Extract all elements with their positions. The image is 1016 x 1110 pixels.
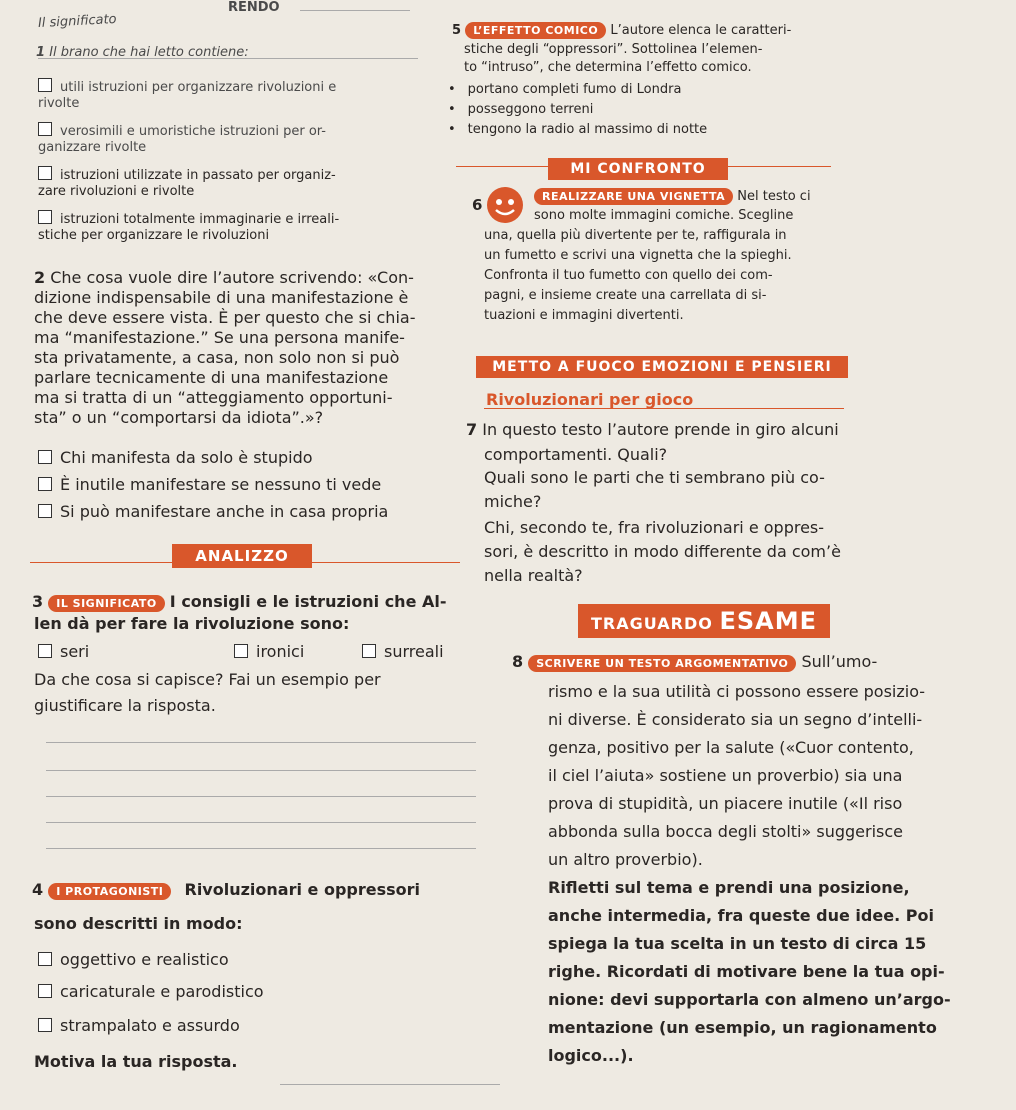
q7-line: nella realtà? (484, 566, 583, 585)
q8-line: abbonda sulla bocca degli stolti» suggerisce (548, 822, 903, 841)
option-text: seri (60, 642, 90, 661)
q2-line: ma “manifestazione.” Se una persona manife- (34, 328, 405, 347)
q8-line: prova di stupidità, un piacere inutile («Il riso (548, 794, 903, 813)
q1-option-2[interactable] (38, 122, 326, 156)
checkbox[interactable] (234, 644, 248, 658)
option-text: istruzioni utilizzate in passato per organiz- (60, 168, 336, 183)
checkbox[interactable] (38, 78, 52, 92)
q2-number: 2 (34, 268, 46, 287)
q7-question (466, 420, 839, 440)
checkbox[interactable] (38, 504, 52, 518)
answer-line[interactable] (46, 796, 476, 797)
q5-line2: stiche degli “oppressori”. Sottolinea l’elemen- (464, 42, 763, 57)
q1-option-1[interactable] (38, 78, 336, 112)
answer-line[interactable] (46, 848, 476, 849)
option-text: ganizzare rivolte (38, 140, 147, 155)
q5-number: 5 (452, 23, 462, 38)
q5-bullet-2: • posseggono terreni (448, 102, 593, 118)
answer-line[interactable] (46, 822, 476, 823)
option-text: istruzioni totalmente immaginarie e irreali- (60, 212, 340, 227)
divider (300, 10, 410, 11)
q8-number: 8 (512, 652, 524, 671)
q8-question (512, 652, 877, 672)
q6-line: pagni, e insieme create una carrellata di si- (484, 288, 767, 303)
comic-mask-icon (484, 184, 526, 226)
q7-line: comportamenti. Quali? (484, 445, 668, 464)
checkbox[interactable] (38, 477, 52, 491)
option-text: zare rivoluzioni e rivolte (38, 184, 195, 199)
esame-banner (578, 604, 830, 638)
q4-option-3[interactable] (38, 1016, 240, 1036)
checkbox[interactable] (362, 644, 376, 658)
q2-line: Che cosa vuole dire l’autore scrivendo: «Con- (50, 268, 414, 287)
q3-option-seri[interactable] (38, 642, 89, 662)
q6-line: una, quella più divertente per te, raffigurala in (484, 228, 787, 243)
checkbox[interactable] (38, 122, 52, 136)
q5-line: L’autore elenca le caratteri- (610, 23, 792, 38)
confronto-banner: MI CONFRONTO (548, 158, 728, 180)
q5-line3: to “intruso”, che determina l’effetto comico. (464, 60, 752, 75)
q2-line: parlare tecnicamente di una manifestazione (34, 368, 389, 387)
option-text: Si può manifestare anche in casa propria (60, 502, 389, 521)
q8-line: anche intermedia, fra queste due idee. Poi (548, 906, 934, 925)
q4-line: Rivoluzionari e oppressori (184, 880, 420, 899)
q2-line: ma si tratta di un “atteggiamento opportuni- (34, 388, 393, 407)
q1-number: 1 (36, 45, 46, 60)
q8-line: un altro proverbio). (548, 850, 703, 869)
q3-question (32, 592, 447, 612)
option-text: rivolte (38, 96, 80, 111)
option-text: verosimili e umoristiche istruzioni per or- (60, 124, 326, 139)
option-text: ironici (256, 642, 305, 661)
q8-line: mentazione (un esempio, un ragionamento (548, 1018, 937, 1037)
q6-line: Confronta il tuo fumetto con quello dei com- (484, 268, 773, 283)
answer-line[interactable] (46, 770, 476, 771)
q8-line: Rifletti sul tema e prendi una posizione, (548, 878, 910, 897)
q3-option-surreali[interactable] (362, 642, 444, 662)
q3-badge: IL SIGNIFICATO (48, 595, 164, 612)
q3-follow2: giustificare la risposta. (34, 696, 216, 715)
q6-number: 6 (472, 196, 483, 214)
q8-line: rismo e la sua utilità ci possono essere posizio- (548, 682, 926, 701)
q4-option-1[interactable] (38, 950, 229, 970)
q4-line2: sono descritti in modo: (34, 914, 243, 933)
q5-bullet-3: • tengono la radio al massimo di notte (448, 122, 707, 138)
option-text: strampalato e assurdo (60, 1016, 240, 1035)
q6-line: tuazioni e immagini divertenti. (484, 308, 684, 323)
q2-line: sta privatamente, a casa, non solo non si può (34, 348, 400, 367)
metto-banner: METTO A FUOCO EMOZIONI E PENSIERI (476, 356, 848, 378)
q2-option-3[interactable] (38, 502, 388, 522)
q2-line: che deve essere vista. È per questo che si chia- (34, 308, 416, 327)
q1-option-3[interactable] (38, 166, 336, 200)
q8-line: righe. Ricordati di motivare bene la tua opi- (548, 962, 945, 981)
option-text: surreali (384, 642, 444, 661)
q6-badge: REALIZZARE UNA VIGNETTA (534, 188, 733, 205)
q4-number: 4 (32, 880, 44, 899)
option-text: stiche per organizzare le rivoluzioni (38, 228, 270, 243)
q2-option-2[interactable] (38, 475, 381, 495)
option-text: È inutile manifestare se nessuno ti vede (60, 475, 382, 494)
q4-badge: I PROTAGONISTI (48, 883, 171, 900)
analizzo-banner: ANALIZZO (172, 544, 312, 568)
section-rule (484, 408, 844, 409)
q8-line: Sull’umo- (801, 652, 878, 671)
q6-line: sono molte immagini comiche. Scegline (534, 208, 794, 223)
q2-option-1[interactable] (38, 448, 313, 468)
q7-line: Chi, secondo te, fra rivoluzionari e oppres- (484, 518, 825, 537)
q1-question-text: Il brano che hai letto contiene: (49, 45, 249, 60)
option-text: caricaturale e parodistico (60, 982, 264, 1001)
q8-badge: SCRIVERE UN TESTO ARGOMENTATIVO (528, 655, 796, 672)
q2-line: dizione indispensabile di una manifestazione è (34, 288, 409, 307)
q6-first-line (534, 188, 811, 205)
q7-line: sori, è descritto in modo differente da com’è (484, 542, 841, 561)
header-fragment: RENDO (228, 0, 280, 15)
q2-line: sta” o un “comportarsi da idiota”.»? (34, 408, 324, 427)
q7-number: 7 (466, 420, 478, 439)
q7-line: In questo testo l’autore prende in giro alcuni (482, 420, 839, 439)
q3-line2: len dà per fare la rivoluzione sono: (34, 614, 350, 633)
rivoluzionari-title: Rivoluzionari per gioco (486, 390, 694, 409)
q4-option-2[interactable] (38, 982, 264, 1002)
checkbox[interactable] (38, 1018, 52, 1032)
q1-question (36, 45, 249, 61)
q7-line: Quali sono le parti che ti sembrano più co- (484, 468, 825, 487)
q3-option-ironici[interactable] (234, 642, 304, 662)
section-title-significato: Il significato (37, 11, 117, 32)
checkbox[interactable] (38, 166, 52, 180)
q8-line: genza, positivo per la salute («Cuor contento, (548, 738, 914, 757)
option-text: Chi manifesta da solo è stupido (60, 448, 313, 467)
checkbox[interactable] (38, 984, 52, 998)
q2-question (34, 268, 415, 428)
option-text: oggettivo e realistico (60, 950, 229, 969)
option-text: utili istruzioni per organizzare rivoluzioni e (60, 80, 337, 95)
q4-motiva: Motiva la tua risposta. (34, 1052, 238, 1071)
checkbox[interactable] (38, 644, 52, 658)
q1-option-4[interactable] (38, 210, 339, 244)
q8-line: ni diverse. È considerato sia un segno d’intelli- (548, 710, 923, 729)
q8-line: il ciel l’aiuta» sostiene un proverbio) sia una (548, 766, 903, 785)
q8-line: nione: devi supportarla con almeno un’argo- (548, 990, 951, 1009)
checkbox[interactable] (38, 210, 52, 224)
q8-line: logico...). (548, 1046, 634, 1065)
q7-line: miche? (484, 492, 542, 511)
q4-question (32, 880, 420, 900)
q6-line: Nel testo ci (737, 189, 811, 204)
answer-line[interactable] (280, 1084, 500, 1085)
q6-line: un fumetto e scrivi una vignetta che la spieghi. (484, 248, 792, 263)
answer-line[interactable] (46, 742, 476, 743)
q3-line: I consigli e le istruzioni che Al- (169, 592, 447, 611)
esame-small: TRAGUARDO (591, 614, 713, 633)
esame-big: ESAME (719, 607, 817, 635)
q3-follow1: Da che cosa si capisce? Fai un esempio per (34, 670, 381, 689)
q5-question (452, 22, 791, 39)
checkbox[interactable] (38, 450, 52, 464)
q3-number: 3 (32, 592, 44, 611)
q5-badge: L’EFFETTO COMICO (465, 22, 606, 39)
checkbox[interactable] (38, 952, 52, 966)
q8-line: spiega la tua scelta in un testo di circa 15 (548, 934, 927, 953)
q5-bullet-1: • portano completi fumo di Londra (448, 82, 681, 98)
